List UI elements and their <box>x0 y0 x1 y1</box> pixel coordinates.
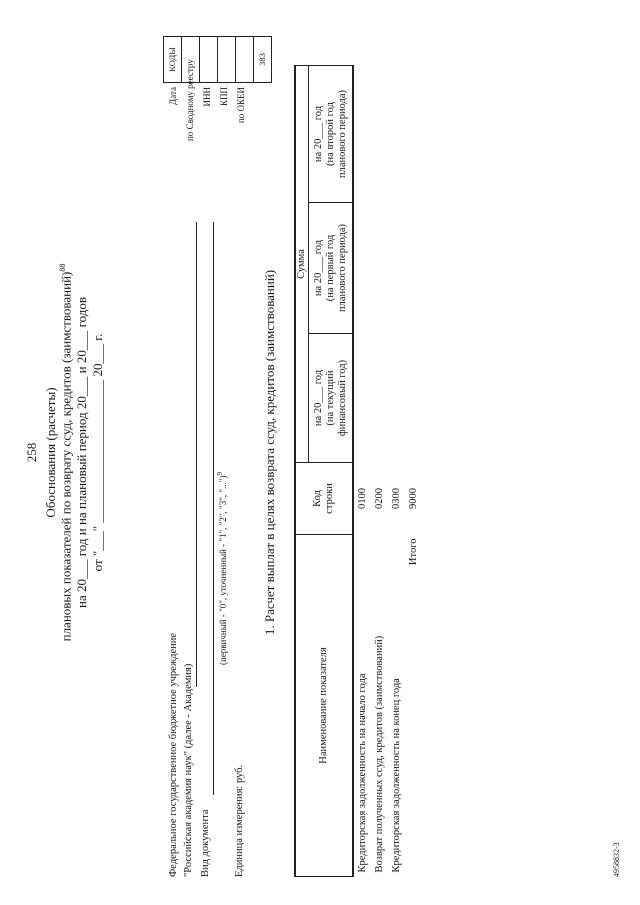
doc-type-hint: (первичный - "0", уточненный - "1", "2", "3", "...")$^9$ <box>216 472 228 665</box>
row-value-cell[interactable] <box>371 66 388 203</box>
label-okei: по ОКЕИ <box>236 87 246 124</box>
header-sum-first-plan-year: на 20___ год (на первый год планового периода) <box>309 203 354 334</box>
section-title: 1. Расчет выплат в целях возврата ссуд, кредитов (заимствований) <box>262 269 277 636</box>
institution-line2: "Российская академия наук" (далее - Академия) <box>183 663 194 877</box>
header-line-code: Код строки <box>295 463 353 535</box>
row-total-label: Итого <box>407 538 419 566</box>
row-code: 0100 <box>356 488 368 509</box>
institution-underline <box>196 222 197 687</box>
row-value-cell[interactable] <box>353 66 371 203</box>
row-value-cell[interactable] <box>405 66 422 203</box>
codes-header: КОДЫ <box>164 37 182 82</box>
row-value-cell[interactable] <box>405 334 422 463</box>
form-title-line2: плановых показателей по возврату ссуд, кредитов (заимствований)$^{88}$ <box>58 263 74 642</box>
table-row <box>371 66 388 877</box>
label-inn: ИНН <box>202 87 212 107</box>
form-title-date: от "___" ______________________ 20___ г. <box>90 333 105 572</box>
row-value-cell[interactable] <box>371 334 388 463</box>
code-date-cell[interactable] <box>182 37 200 82</box>
institution-line1: Федеральное государственное бюджетное учреждение <box>168 632 179 877</box>
code-kpp-cell[interactable] <box>236 37 254 82</box>
row-value-cell[interactable] <box>371 203 388 334</box>
form-title-period: на 20___ год и на плановый период 20___ и 20___ годов <box>74 297 89 608</box>
label-kpp: КПП <box>219 87 229 107</box>
calculation-table <box>294 65 422 877</box>
row-code: 0300 <box>390 488 402 509</box>
unit-of-measure: Единица измерения: руб. <box>234 764 245 877</box>
header-indicator-name: Наименование показателя <box>295 535 353 877</box>
codes-box <box>163 36 272 83</box>
doc-type-label: Вид документа <box>200 809 211 877</box>
page-number: 258 <box>24 442 39 463</box>
table-row <box>388 66 405 877</box>
doc-type-underline[interactable] <box>213 222 214 795</box>
row-name: Кредиторская задолженность на конец года <box>390 678 402 873</box>
form-title-line1: Обоснования (расчеты) <box>43 387 58 518</box>
code-inn-cell[interactable] <box>218 37 236 82</box>
header-sum-second-plan-year: на 20___ год (на второй год планового периода) <box>309 66 354 203</box>
header-sum-current-year: на 20___ год (на текущий финансовый год) <box>309 334 354 463</box>
footnote-mark: 88 <box>58 263 67 272</box>
table-row-total <box>405 66 422 877</box>
row-value-cell[interactable] <box>353 334 371 463</box>
row-name: Кредиторская задолженность на начало года <box>356 673 368 873</box>
row-code: 0200 <box>373 488 385 509</box>
code-okei-cell: 383 <box>257 53 267 66</box>
row-value-cell[interactable] <box>353 203 371 334</box>
row-name: Возврат полученных ссуд, кредитов (заимствований) <box>373 635 385 873</box>
row-value-cell[interactable] <box>405 203 422 334</box>
table-row <box>353 66 371 877</box>
row-value-cell[interactable] <box>388 203 405 334</box>
label-consolidated-register: по Сводному реестру <box>185 59 195 141</box>
row-code: 9000 <box>407 488 419 509</box>
header-sum: Сумма <box>295 66 309 463</box>
code-register-cell[interactable] <box>200 37 218 82</box>
footer-code: 4958832-3 <box>612 842 621 877</box>
row-value-cell[interactable] <box>388 66 405 203</box>
label-date: Дата <box>168 87 178 105</box>
row-value-cell[interactable] <box>388 334 405 463</box>
